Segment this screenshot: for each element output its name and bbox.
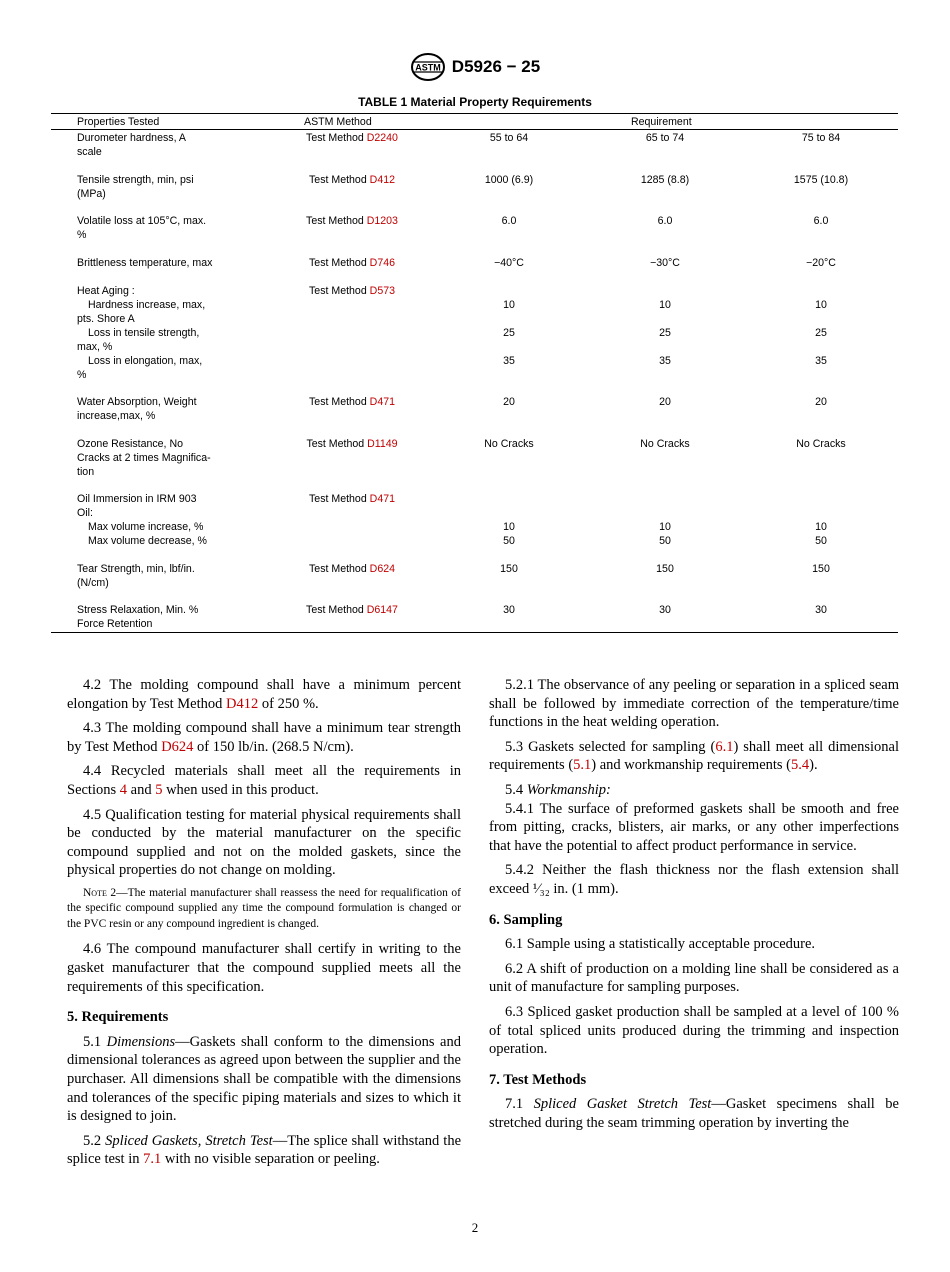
- method-link[interactable]: D471: [369, 493, 395, 505]
- link-5-4[interactable]: 5.4: [791, 757, 810, 774]
- paragraph-5-4-1: 5.4.1 The surface of preformed gaskets shall be smooth and free from pitting, cracks, blisters, air marks, or any other imperfections that have the potential to affect product performance in service.: [489, 800, 899, 854]
- section-heading-sampling: 6. Sampling: [489, 911, 563, 928]
- paragraph-5-2: 5.2 Spliced Gaskets, Stretch Test—The splice shall withstand the splice test in 7.1 with no visible separation or peeling.: [67, 1132, 461, 1168]
- paragraph-4-4: 4.4 Recycled materials shall meet all the requirements in Sections 4 and 5 when used in this product.: [67, 763, 461, 798]
- paragraph-5-3: 5.3 Gaskets selected for sampling (6.1) shall meet all dimensional requirements (5.1) and workmanship requirements (5.4).: [489, 738, 899, 774]
- paragraph-5-2-1: 5.2.1 The observance of any peeling or separation in a spliced seam shall be followed by immediate correction of the temperature/time functions in the heat welding operation.: [489, 677, 899, 731]
- header-requirement: Requirement: [631, 116, 692, 128]
- method-link[interactable]: D412: [369, 174, 395, 186]
- note-2: Note 2—The material manufacturer shall reassess the need for requalification of the specific compound supplied any time the compound formulation is changed or the PVC resin or any compound ingredient is changed.: [67, 886, 461, 930]
- section-heading-requirements: 5. Requirements: [67, 1009, 169, 1026]
- paragraph-4-2: 4.2 The molding compound shall have a minimum percent elongation by Test Method D412 of 250 %.: [67, 677, 461, 712]
- method-link[interactable]: D2240: [366, 132, 398, 144]
- link-section-5[interactable]: 5: [155, 781, 163, 798]
- astm-logo: [410, 52, 446, 82]
- paragraph-6-2: 6.2 A shift of production on a molding line shall be considered as a unit of manufacture for sampling purposes.: [489, 960, 899, 996]
- paragraph-7-1: 7.1 Spliced Gasket Stretch Test—Gasket specimens shall be stretched during the seam trimming operation by inverting the: [489, 1096, 899, 1131]
- link-section-4[interactable]: 4: [119, 781, 128, 798]
- link-d412[interactable]: D412: [226, 695, 259, 712]
- table-header-row: [51, 114, 898, 130]
- paragraph-5-4: 5.4 Workmanship:: [505, 781, 611, 798]
- paragraph-4-5: 4.5 Qualification testing for material physical requirements shall be conducted by the material manufacturer on the specific compound supplied and not on the molded gaskets, since the physical properties do not change on molding.: [67, 806, 461, 879]
- link-5-1[interactable]: 5.1: [573, 757, 592, 774]
- paragraph-5-4-2: 5.4.2 Neither the flash thickness nor the flash extension shall exceed ¹⁄₃₂ in. (1 mm).: [489, 862, 899, 897]
- method-link[interactable]: D746: [369, 257, 395, 269]
- header-properties: Properties Tested: [77, 116, 160, 128]
- left-column: [67, 676, 461, 1175]
- header-method: ASTM Method: [304, 116, 372, 128]
- paragraph-6-1: 6.1 Sample using a statistically acceptable procedure.: [505, 936, 816, 953]
- method-link[interactable]: D573: [369, 285, 395, 297]
- method-link[interactable]: D1203: [366, 215, 398, 227]
- paragraph-6-3: 6.3 Spliced gasket production shall be sampled at a level of 100 % of total spliced units produced during the trimming and inspection operation.: [489, 1003, 899, 1058]
- method-link[interactable]: D1149: [367, 438, 398, 450]
- method-link[interactable]: D471: [369, 396, 395, 408]
- document-id: D5926 − 25: [451, 57, 541, 76]
- method-link[interactable]: D624: [369, 563, 395, 575]
- material-property-table: Properties Tested ASTM Method Requirement Durometer hardness, A scale Test Method D2240 55 to 64 65 to 74 75 to 84 Tensile strength, min, psi (MPa) Test Method D412 1000 (6.9) 1285 (8.8) 1575 (10.8) Volatile loss at 105°C, max. % Test Method D1203 6.0 6.0 6.0 Brittleness temperature, max Test Method D746 −40°C −30°C −20°C Heat Aging : Hardness increase, max, pts. Shore A Loss in tensile strength, max, % Loss in elongation, max, % Test Method D573 10 10 10 25 25 25 35 35 35 Water Absorption, Weight increase,max, % Test Method D471 20 20 20 Ozone Resistance, No Cracks at 2 times Magnifica- tion Test Method D1149 No Cracks No Cracks No Cracks Oil Immersion in IRM 903 Oil: Max volume increase, % Max volume decrease, % Test Method D471 10 10 10 50 50 50 Tear Strength, min, lbf/in. (N/cm) Test Method D624 150 150 150 Stress Relaxation, Min. % Force Retention Test Method D6147 30 30 30: [51, 113, 898, 633]
- paragraph-5-1: 5.1 Dimensions—Gaskets shall conform to the dimensions and dimensional tolerances as agreed upon between the supplier and the purchaser. All dimensions shall be compatible with the dimensions and tolerances of the specific piping materials and sizes to which it is designed to join.: [67, 1033, 461, 1125]
- method-link[interactable]: D6147: [366, 604, 398, 616]
- page-number: 2: [471, 1220, 479, 1235]
- svg-text:ASTM: ASTM: [415, 62, 441, 73]
- link-d624[interactable]: D624: [161, 738, 194, 755]
- paragraph-4-6: 4.6 The compound manufacturer shall certify in writing to the gasket manufacturer that the compound supplied meets all the requirements of this specification.: [67, 941, 461, 995]
- paragraph-4-3: 4.3 The molding compound shall have a minimum tear strength by Test Method D624 of 150 lb/in. (268.5 N/cm).: [67, 720, 461, 755]
- section-heading-test-methods: 7. Test Methods: [489, 1071, 587, 1088]
- table-title: TABLE 1 Material Property Requirements: [358, 95, 592, 109]
- link-7-1[interactable]: 7.1: [143, 1151, 162, 1168]
- right-column: [489, 676, 899, 1138]
- link-6-1[interactable]: 6.1: [715, 738, 734, 755]
- page-header: [0, 52, 950, 82]
